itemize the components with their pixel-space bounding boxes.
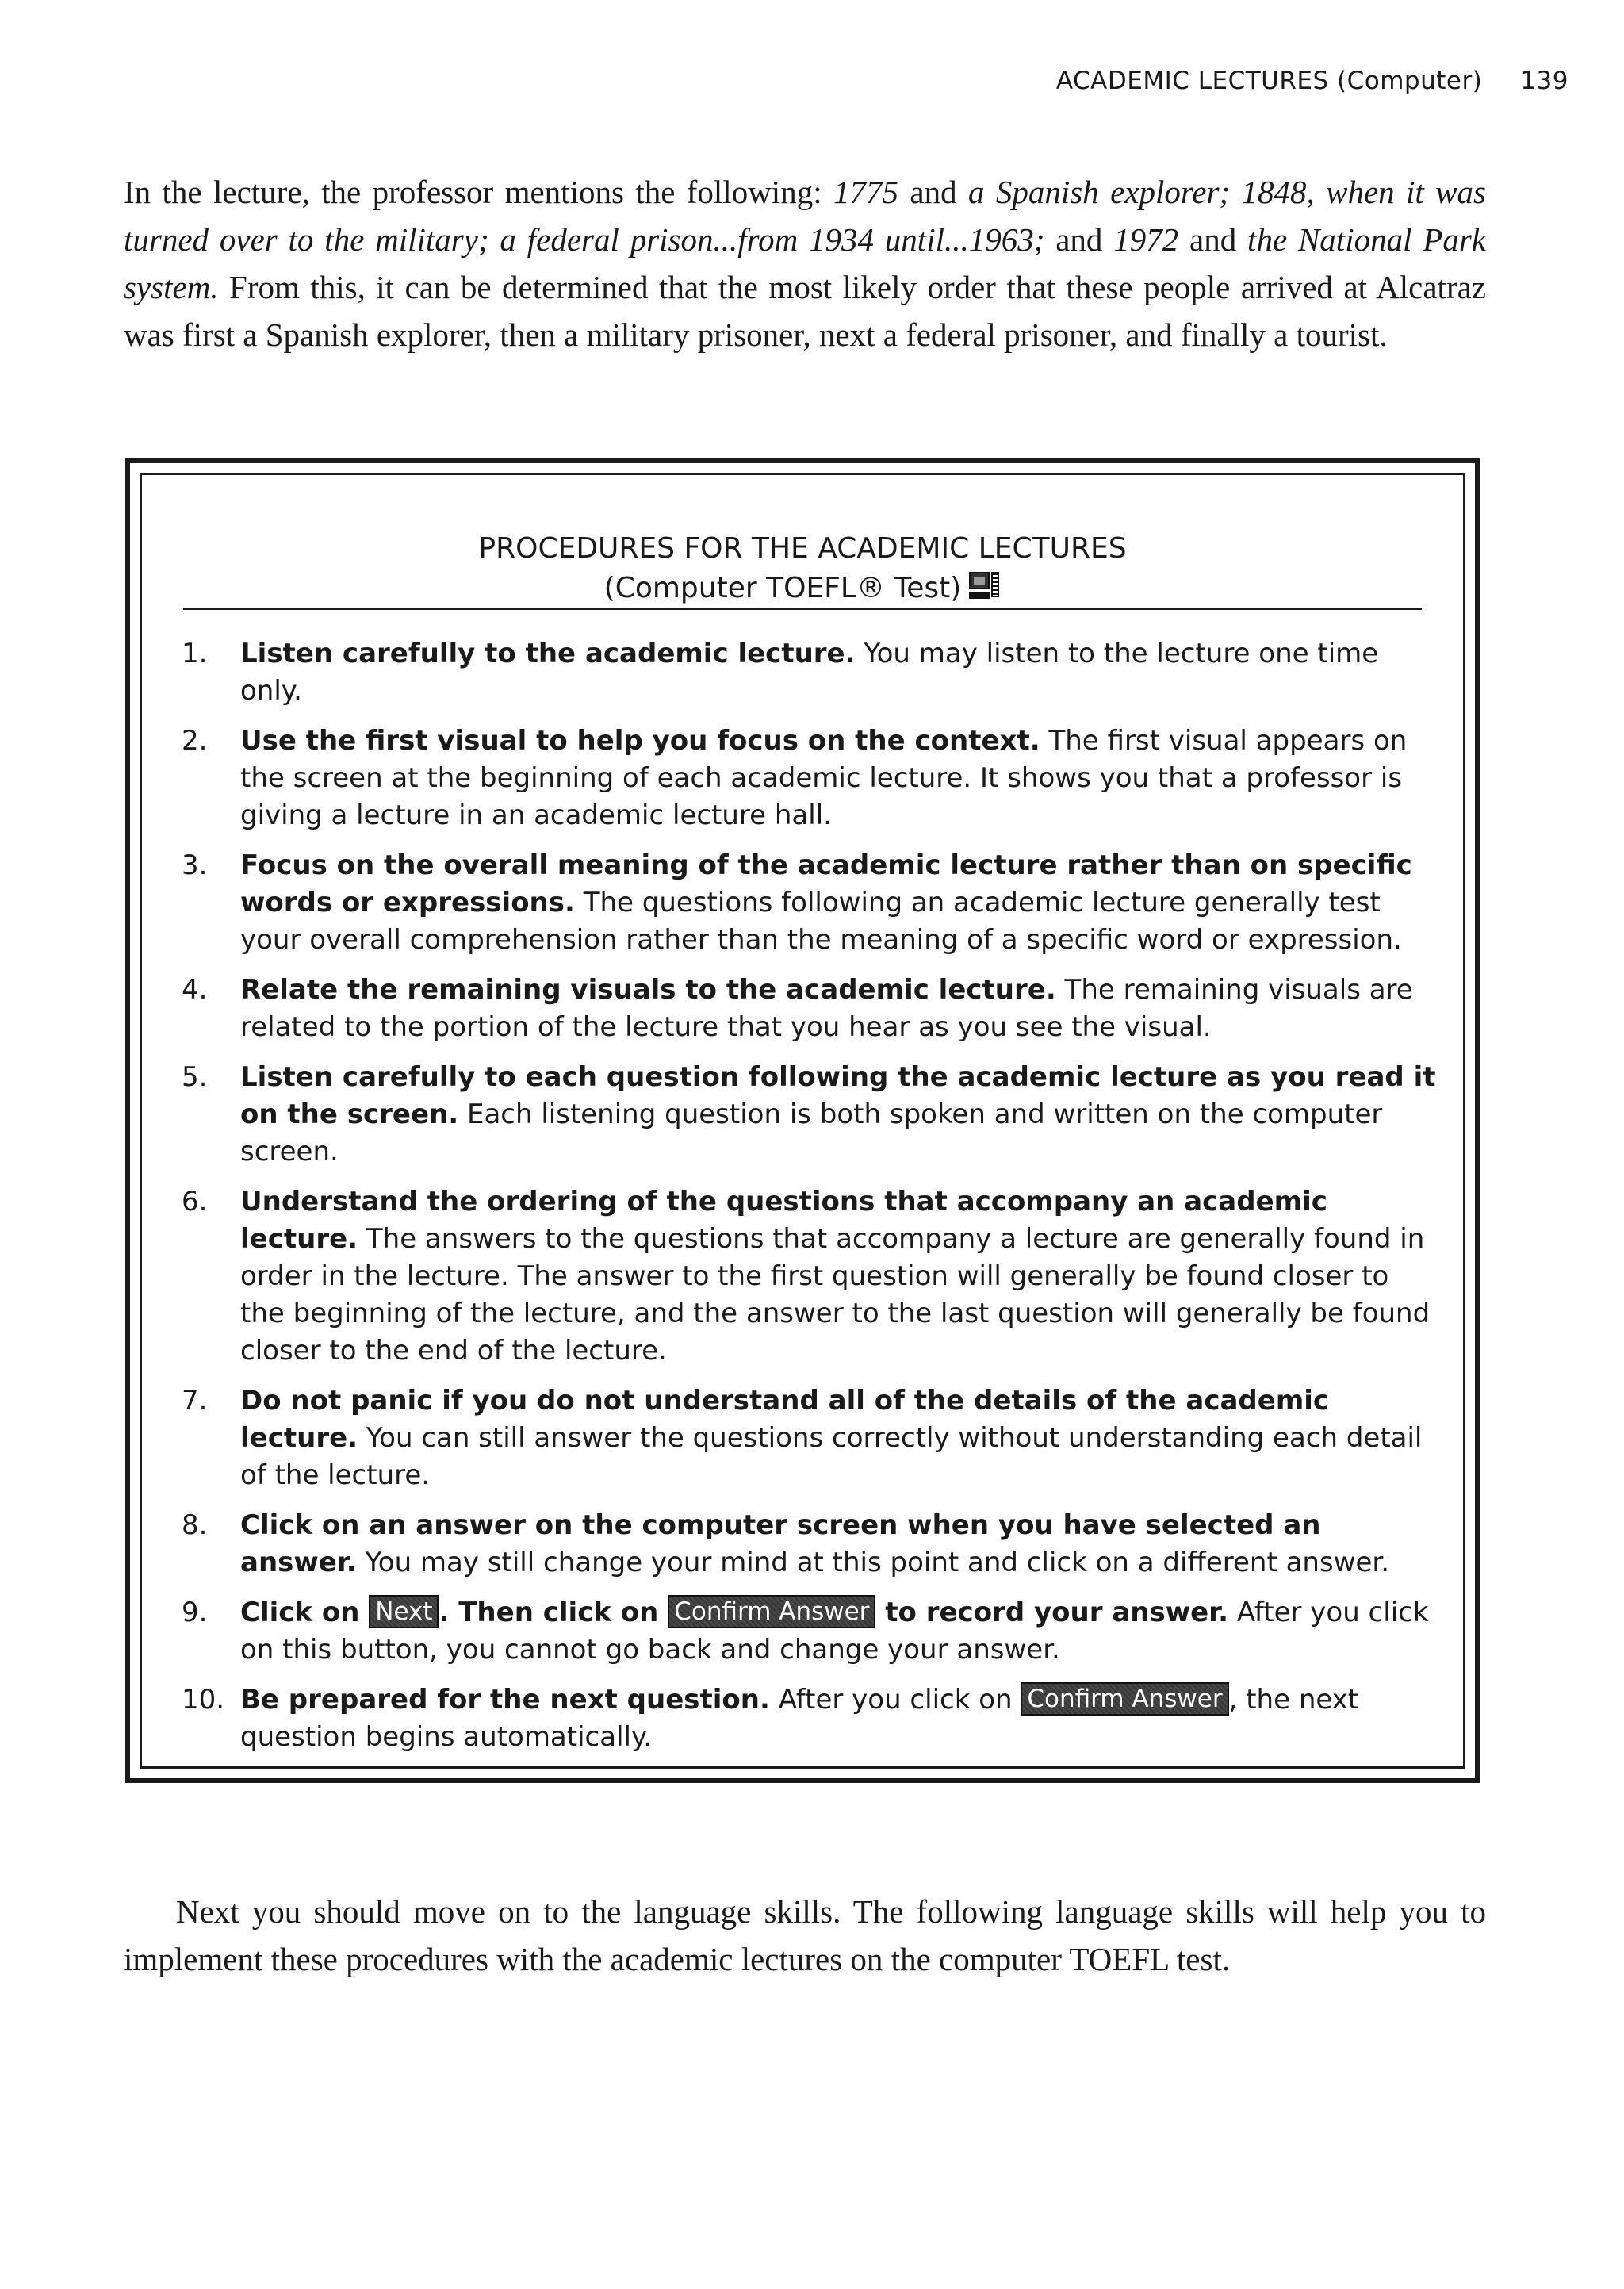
item-text: After you click on — [769, 1684, 1021, 1716]
computer-icon — [969, 572, 1001, 600]
item-number: 7. — [182, 1385, 208, 1417]
confirm-answer-button-image: Confirm Answer — [668, 1595, 875, 1628]
procedures-subtitle-text: (Computer TOEFL® Test) — [603, 572, 962, 604]
procedure-item — [142, 723, 1439, 834]
closing-text: Next you should move on to the language skills. The following language skills will help you to implement these procedures with the academic lectures on the computer TOEFL test. — [124, 1893, 1486, 1977]
procedures-title: PROCEDURES FOR THE ACADEMIC LECTURES — [478, 532, 1127, 565]
item-heading: Do not panic if you do not understand all of the details of the academic lecture. — [240, 1385, 1330, 1454]
item-heading: Use the first visual to help you focus on the context. — [240, 725, 1040, 757]
item-heading: Click on — [240, 1597, 370, 1628]
intro-italic: the National Park system. — [124, 221, 1486, 305]
item-text: The questions following an academic lecture generally test your overall comprehension rather than the meaning of a specific word or expression. — [240, 887, 1402, 956]
heading-divider — [183, 608, 1422, 610]
item-text: You can still answer the questions correctly without understanding each detail of the lecture. — [240, 1422, 1423, 1491]
intro-italic: 1775 — [833, 174, 898, 210]
item-number: 5. — [182, 1061, 208, 1093]
item-number: 2. — [182, 725, 208, 757]
item-number: 8. — [182, 1509, 208, 1541]
item-number: 9. — [182, 1597, 208, 1628]
intro-italic: 1972 — [1113, 221, 1179, 258]
item-text: Each listening question is both spoken and written on the computer screen. — [240, 1098, 1383, 1168]
page-number: 139 — [1520, 67, 1568, 95]
procedure-item — [142, 1059, 1439, 1171]
item-text: The answers to the questions that accompany a lecture are generally found in order in the lecture. The answer to the first question will generally be found closer to the beginning of the lecture, and the answer to the last question will generally be found closer to the end of the lecture. — [240, 1223, 1431, 1367]
procedure-item — [142, 1681, 1439, 1756]
item-text: You may listen to the lecture one time only. — [240, 638, 1379, 707]
intro-text: In the lecture, the professor mentions the following: — [124, 174, 833, 210]
item-heading: Click on an answer on the computer screen when you have selected an answer. — [240, 1509, 1321, 1578]
item-number: 1. — [182, 638, 208, 669]
section-title: ACADEMIC LECTURES (Computer) — [1055, 67, 1483, 95]
procedures-subtitle — [142, 569, 1463, 608]
closing-paragraph — [124, 1888, 1486, 1983]
intro-text: From this, it can be determined that the most likely order that these people arrived at Alcatraz was first a Spanish explorer, then a military prisoner, next a federal prisoner, and finally a tourist. — [124, 269, 1486, 353]
procedure-item — [142, 972, 1439, 1046]
confirm-answer-button-image: Confirm Answer — [1021, 1682, 1228, 1716]
item-heading: Listen carefully to the academic lecture. — [240, 638, 856, 669]
procedure-item — [142, 1594, 1439, 1669]
procedure-item — [142, 1183, 1439, 1370]
item-number: 3. — [182, 849, 208, 881]
intro-text: and — [898, 174, 968, 210]
procedures-box — [125, 458, 1480, 1783]
intro-italic: a Spanish explorer; 1848, when it was turned over to the military; a federal prison...from 1934 until...1963; — [124, 174, 1486, 258]
item-text: After you click on this button, you cannot go back and change your answer. — [240, 1597, 1429, 1666]
item-heading: Listen carefully to each question following the academic lecture as you read it on the screen. — [240, 1061, 1436, 1130]
item-heading: Relate the remaining visuals to the academic lecture. — [240, 974, 1056, 1006]
item-text: The first visual appears on the screen at the beginning of each academic lecture. It shows you that a professor is giving a lecture in an academic lecture hall. — [240, 725, 1408, 831]
item-text: , the next question begins automatically. — [240, 1684, 1359, 1753]
item-number: 4. — [182, 974, 208, 1006]
procedures-box-inner — [140, 473, 1465, 1769]
item-number: 10. — [182, 1684, 225, 1716]
running-head — [1056, 67, 1568, 95]
item-text: The remaining visuals are related to the portion of the lecture that you hear as you see the visual. — [240, 974, 1413, 1043]
item-heading: Be prepared for the next question. — [240, 1684, 770, 1716]
procedure-item — [142, 1507, 1439, 1582]
procedure-item — [142, 1382, 1439, 1494]
item-text: You may still change your mind at this point and click on a different answer. — [356, 1547, 1390, 1578]
item-number: 6. — [182, 1186, 208, 1217]
procedures-list — [142, 635, 1439, 1769]
procedure-item — [142, 847, 1439, 959]
procedures-heading — [142, 529, 1463, 608]
intro-text: and — [1044, 221, 1114, 258]
item-heading: Understand the ordering of the questions that accompany an academic lecture. — [240, 1186, 1327, 1255]
intro-text: and — [1178, 221, 1248, 258]
procedure-item — [142, 635, 1439, 710]
intro-paragraph — [124, 168, 1486, 358]
item-heading: . Then click on — [439, 1597, 668, 1628]
next-button-image: Next — [369, 1595, 439, 1628]
item-heading: to record your answer. — [875, 1597, 1229, 1628]
item-heading: Focus on the overall meaning of the academic lecture rather than on specific words or expressions. — [240, 849, 1412, 918]
